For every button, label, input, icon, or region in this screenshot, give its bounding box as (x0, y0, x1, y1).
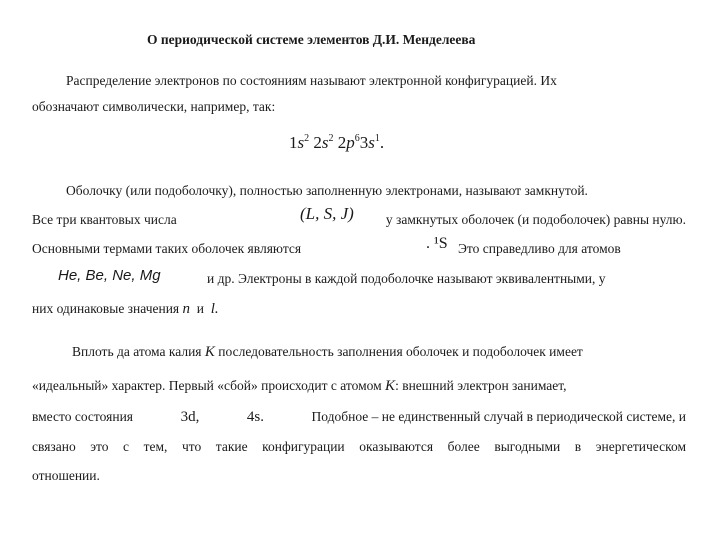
formula-e2: 2 (328, 133, 334, 144)
paragraph-1-line-1: Распределение электронов по состояниям называют электронной конфигурацией. Их (66, 73, 557, 88)
paragraph-3-line-2b: : внешний электрон занимает, (395, 378, 567, 393)
term-1s: . ¹S (426, 235, 448, 252)
electron-configuration-formula (289, 133, 384, 153)
element-list: He, Be, Ne, Mg (58, 267, 161, 284)
formula-e3: 6 (354, 133, 360, 144)
paragraph-3-line-3a: вместо состояния (32, 409, 134, 424)
paragraph-3-line-1 (72, 343, 583, 361)
lsj-formula: (L, S, J) (300, 204, 354, 223)
formula-s3: p (346, 133, 355, 152)
formula-n1: 1 (289, 133, 298, 152)
paragraph-3-line-2 (32, 377, 567, 395)
paragraph-2-line-3a: Основными термами таких оболочек являются (32, 241, 302, 256)
paragraph-2-line-2b: у замкнутых оболочек (и подоболочек) равны нулю. (385, 212, 686, 227)
formula-e1: 2 (304, 133, 310, 144)
state-3d: 3d, (180, 409, 200, 425)
paragraph-2-line-2a: Все три квантовых числа (32, 212, 177, 227)
quantum-number-n: n (182, 301, 191, 317)
paragraph-3-line-3 (32, 408, 686, 426)
paragraph-2-line-3b: Это справедливо для атомов (458, 241, 621, 256)
paragraph-2-line-1: Оболочку (или подоболочку), полностью заполненную электронами, называют замкнутой. (66, 183, 588, 198)
paragraph-3-line-1b: последовательность заполнения оболочек и подоболочек имеет (218, 344, 583, 359)
conjunction-and: и (196, 301, 204, 316)
potassium-symbol-2: K (385, 378, 396, 394)
formula-e4: 1 (374, 133, 380, 144)
paragraph-3-line-3b: Подобное – не единственный случай в периодической системе, и (311, 409, 686, 424)
paragraph-2-line-5 (32, 300, 219, 318)
formula-end: . (379, 133, 385, 152)
formula-s1: s (297, 133, 305, 152)
paragraph-3-line-4: связано это с тем, что такие конфигурации оказываются более выгодными в энергетическом (32, 439, 686, 454)
paragraph-2-line-5-text: них одинаковые значения (32, 301, 180, 316)
formula-n2: 2 (313, 133, 322, 152)
formula-s2: s (321, 133, 329, 152)
potassium-symbol-1: K (204, 344, 215, 360)
page-title: О периодической системе элементов Д.И. Менделеева (147, 32, 476, 47)
paragraph-2-line-4: и др. Электроны в каждой подоболочке называют эквивалентными, у (207, 271, 606, 286)
quantum-number-l: l. (210, 301, 219, 317)
formula-n3: 2 (337, 133, 347, 152)
paragraph-1-line-2: обозначают символически, например, так: (32, 99, 276, 114)
paragraph-3-line-5: отношении. (32, 468, 100, 483)
state-4s: 4s. (246, 409, 264, 425)
formula-n4: 3 (359, 133, 369, 152)
paragraph-3-line-2a: «идеальный» характер. Первый «сбой» происходит с атомом (32, 378, 382, 393)
formula-s4: s (368, 133, 375, 152)
paragraph-3-line-1a: Вплоть да атома калия (72, 344, 202, 359)
